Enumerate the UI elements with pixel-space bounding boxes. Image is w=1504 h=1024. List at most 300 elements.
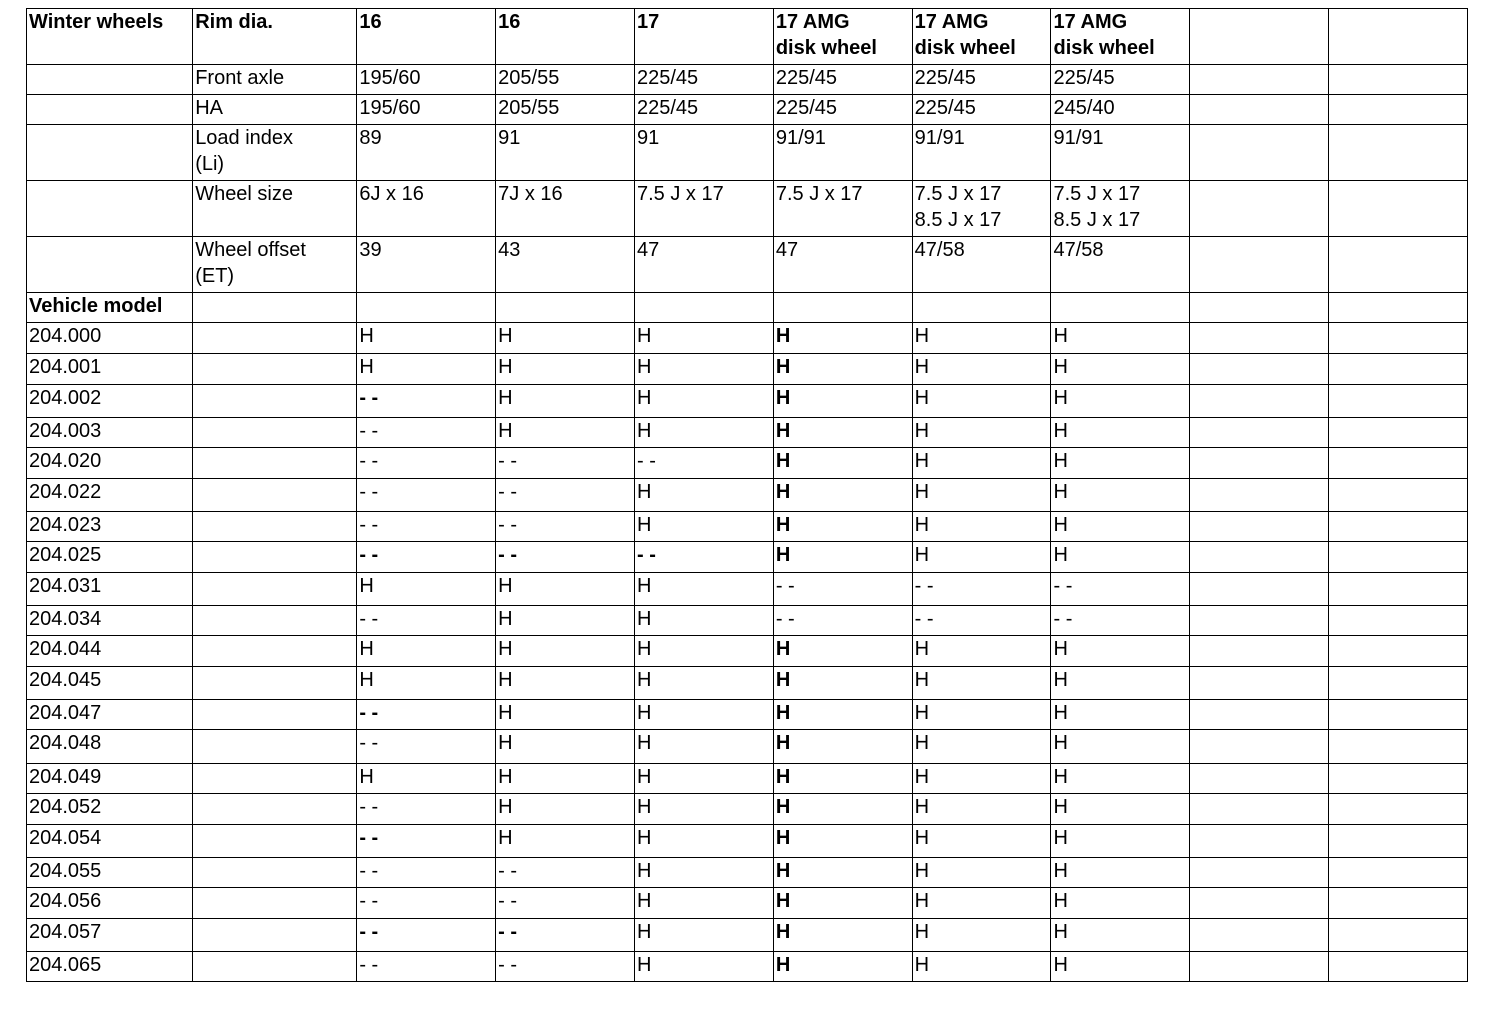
table-row bbox=[27, 636, 1468, 667]
spec-label: Load index (Li) bbox=[193, 125, 357, 181]
spec-row bbox=[27, 125, 1468, 181]
empty-cell bbox=[1190, 794, 1329, 825]
availability-cell: H bbox=[635, 952, 774, 982]
empty-cell bbox=[1190, 919, 1329, 952]
availability-cell: H bbox=[496, 606, 635, 636]
spec-value: 47 bbox=[635, 237, 774, 293]
availability-cell: H bbox=[912, 919, 1051, 952]
availability-cell: H bbox=[357, 636, 496, 667]
model-number: 204.044 bbox=[27, 636, 193, 667]
availability-cell: - - bbox=[357, 606, 496, 636]
model-number: 204.052 bbox=[27, 794, 193, 825]
table-row bbox=[27, 919, 1468, 952]
model-number: 204.045 bbox=[27, 667, 193, 700]
availability-cell: - - bbox=[773, 606, 912, 636]
empty-cell bbox=[1190, 125, 1329, 181]
availability-cell: - - bbox=[357, 794, 496, 825]
table-row bbox=[27, 667, 1468, 700]
empty-cell bbox=[1329, 418, 1468, 448]
vehicle-model-label: Vehicle model bbox=[27, 293, 193, 323]
empty-cell bbox=[1329, 794, 1468, 825]
empty-cell bbox=[193, 418, 357, 448]
empty-cell bbox=[1051, 293, 1190, 323]
availability-cell: H bbox=[496, 418, 635, 448]
availability-cell: H bbox=[635, 888, 774, 919]
availability-cell: H bbox=[912, 700, 1051, 730]
empty-cell bbox=[1190, 448, 1329, 479]
spec-value: 43 bbox=[496, 237, 635, 293]
empty-cell bbox=[1190, 542, 1329, 573]
availability-cell: H bbox=[635, 825, 774, 858]
availability-cell: H bbox=[635, 385, 774, 418]
availability-cell: H bbox=[912, 888, 1051, 919]
rim-dia-label: Rim dia. bbox=[193, 9, 357, 65]
availability-cell: H bbox=[496, 794, 635, 825]
vehicle-model-row bbox=[27, 293, 1468, 323]
empty-cell bbox=[193, 542, 357, 573]
spec-label: HA bbox=[193, 95, 357, 125]
empty-cell bbox=[193, 825, 357, 858]
spec-value: 91/91 bbox=[1051, 125, 1190, 181]
availability-cell: - - bbox=[1051, 573, 1190, 606]
availability-cell: H bbox=[635, 730, 774, 764]
empty-cell bbox=[1329, 237, 1468, 293]
rim-header-6: 17 AMG disk wheel bbox=[1051, 9, 1190, 65]
availability-cell: H bbox=[496, 700, 635, 730]
empty-cell bbox=[1329, 919, 1468, 952]
availability-cell: H bbox=[773, 952, 912, 982]
availability-cell: H bbox=[773, 825, 912, 858]
empty-cell bbox=[193, 667, 357, 700]
model-number: 204.048 bbox=[27, 730, 193, 764]
spec-value: 7.5 J x 17 bbox=[773, 181, 912, 237]
empty-cell bbox=[1190, 573, 1329, 606]
availability-cell: H bbox=[773, 636, 912, 667]
table-row bbox=[27, 888, 1468, 919]
spec-value: 89 bbox=[357, 125, 496, 181]
spec-row bbox=[27, 181, 1468, 237]
empty-cell bbox=[1329, 181, 1468, 237]
availability-cell: H bbox=[912, 323, 1051, 354]
empty-cell bbox=[1329, 542, 1468, 573]
availability-cell: H bbox=[912, 636, 1051, 667]
spec-value: 91/91 bbox=[773, 125, 912, 181]
availability-cell: H bbox=[773, 858, 912, 888]
availability-cell: - - bbox=[357, 952, 496, 982]
empty-cell bbox=[1190, 606, 1329, 636]
availability-cell: H bbox=[773, 512, 912, 542]
empty-cell bbox=[1329, 512, 1468, 542]
model-number: 204.003 bbox=[27, 418, 193, 448]
empty-cell bbox=[1329, 825, 1468, 858]
availability-cell: - - bbox=[357, 542, 496, 573]
table-row bbox=[27, 700, 1468, 730]
availability-cell: H bbox=[1051, 888, 1190, 919]
availability-cell: H bbox=[357, 667, 496, 700]
availability-cell: H bbox=[496, 730, 635, 764]
spec-value: 6J x 16 bbox=[357, 181, 496, 237]
availability-cell: H bbox=[1051, 479, 1190, 512]
empty-cell bbox=[773, 293, 912, 323]
availability-cell: - - bbox=[496, 512, 635, 542]
availability-cell: H bbox=[912, 730, 1051, 764]
availability-cell: H bbox=[635, 858, 774, 888]
model-number: 204.055 bbox=[27, 858, 193, 888]
empty-cell bbox=[1329, 730, 1468, 764]
spec-row bbox=[27, 95, 1468, 125]
availability-cell: H bbox=[1051, 700, 1190, 730]
empty-cell bbox=[1190, 952, 1329, 982]
availability-cell: H bbox=[773, 323, 912, 354]
availability-cell: H bbox=[1051, 448, 1190, 479]
empty-cell bbox=[1190, 65, 1329, 95]
model-number: 204.002 bbox=[27, 385, 193, 418]
availability-cell: H bbox=[912, 764, 1051, 794]
availability-cell: H bbox=[912, 418, 1051, 448]
availability-cell: H bbox=[496, 667, 635, 700]
empty-cell bbox=[193, 636, 357, 667]
availability-cell: - - bbox=[357, 825, 496, 858]
availability-cell: - - bbox=[357, 888, 496, 919]
table-row bbox=[27, 573, 1468, 606]
table-row bbox=[27, 385, 1468, 418]
availability-cell: H bbox=[773, 542, 912, 573]
model-number: 204.047 bbox=[27, 700, 193, 730]
availability-cell: H bbox=[635, 606, 774, 636]
empty-cell bbox=[1190, 888, 1329, 919]
availability-cell: H bbox=[496, 636, 635, 667]
empty-cell bbox=[1329, 125, 1468, 181]
empty-cell bbox=[1329, 95, 1468, 125]
empty-cell bbox=[1329, 764, 1468, 794]
availability-cell: - - bbox=[912, 606, 1051, 636]
model-number: 204.020 bbox=[27, 448, 193, 479]
availability-cell: H bbox=[635, 512, 774, 542]
availability-cell: H bbox=[357, 573, 496, 606]
table-row bbox=[27, 794, 1468, 825]
empty-cell bbox=[193, 354, 357, 385]
availability-cell: H bbox=[773, 794, 912, 825]
availability-cell: - - bbox=[357, 512, 496, 542]
spec-value: 7.5 J x 17 8.5 J x 17 bbox=[1051, 181, 1190, 237]
spec-value: 7.5 J x 17 8.5 J x 17 bbox=[912, 181, 1051, 237]
model-number: 204.034 bbox=[27, 606, 193, 636]
availability-cell: H bbox=[1051, 667, 1190, 700]
availability-cell: H bbox=[912, 667, 1051, 700]
availability-cell: H bbox=[773, 764, 912, 794]
empty-cell bbox=[635, 293, 774, 323]
availability-cell: H bbox=[1051, 794, 1190, 825]
availability-cell: H bbox=[773, 700, 912, 730]
spec-value: 7J x 16 bbox=[496, 181, 635, 237]
model-number: 204.022 bbox=[27, 479, 193, 512]
availability-cell: - - bbox=[496, 919, 635, 952]
availability-cell: - - bbox=[357, 479, 496, 512]
spec-value: 195/60 bbox=[357, 65, 496, 95]
spec-row bbox=[27, 237, 1468, 293]
availability-cell: H bbox=[1051, 385, 1190, 418]
model-number: 204.065 bbox=[27, 952, 193, 982]
empty-cell bbox=[193, 919, 357, 952]
availability-cell: H bbox=[912, 479, 1051, 512]
availability-cell: H bbox=[773, 418, 912, 448]
availability-cell: H bbox=[773, 479, 912, 512]
availability-cell: - - bbox=[496, 448, 635, 479]
spec-value: 205/55 bbox=[496, 65, 635, 95]
empty-cell bbox=[1329, 479, 1468, 512]
spec-value: 245/40 bbox=[1051, 95, 1190, 125]
availability-cell: H bbox=[1051, 636, 1190, 667]
spec-value: 225/45 bbox=[773, 95, 912, 125]
empty-cell bbox=[1190, 764, 1329, 794]
empty-cell bbox=[193, 479, 357, 512]
availability-cell: H bbox=[912, 858, 1051, 888]
empty-cell bbox=[193, 573, 357, 606]
model-number: 204.057 bbox=[27, 919, 193, 952]
table-row bbox=[27, 606, 1468, 636]
empty-cell bbox=[1329, 448, 1468, 479]
empty-cell bbox=[1190, 418, 1329, 448]
table-title: Winter wheels bbox=[27, 9, 193, 65]
empty-cell bbox=[1329, 293, 1468, 323]
spec-label: Front axle bbox=[193, 65, 357, 95]
table-row bbox=[27, 542, 1468, 573]
empty-cell bbox=[1190, 825, 1329, 858]
table-row bbox=[27, 512, 1468, 542]
availability-cell: H bbox=[496, 764, 635, 794]
spec-value: 91 bbox=[496, 125, 635, 181]
spec-value: 225/45 bbox=[635, 65, 774, 95]
availability-cell: H bbox=[912, 825, 1051, 858]
model-number: 204.001 bbox=[27, 354, 193, 385]
availability-cell: H bbox=[773, 448, 912, 479]
empty-cell bbox=[193, 512, 357, 542]
availability-cell: H bbox=[357, 323, 496, 354]
availability-cell: - - bbox=[357, 418, 496, 448]
empty-cell bbox=[1329, 65, 1468, 95]
availability-cell: - - bbox=[357, 919, 496, 952]
empty-cell bbox=[1190, 479, 1329, 512]
availability-cell: H bbox=[912, 385, 1051, 418]
empty-cell bbox=[1190, 700, 1329, 730]
empty-cell bbox=[27, 237, 193, 293]
empty-cell bbox=[27, 125, 193, 181]
empty-cell bbox=[193, 794, 357, 825]
model-number: 204.049 bbox=[27, 764, 193, 794]
spec-value: 225/45 bbox=[1051, 65, 1190, 95]
rim-header-1: 16 bbox=[357, 9, 496, 65]
availability-cell: H bbox=[1051, 858, 1190, 888]
empty-cell bbox=[193, 700, 357, 730]
availability-cell: H bbox=[1051, 418, 1190, 448]
availability-cell: - - bbox=[357, 448, 496, 479]
empty-cell bbox=[1190, 667, 1329, 700]
empty-cell bbox=[912, 293, 1051, 323]
availability-cell: - - bbox=[635, 448, 774, 479]
empty-cell bbox=[1329, 952, 1468, 982]
availability-cell: H bbox=[635, 418, 774, 448]
rim-header-5: 17 AMG disk wheel bbox=[912, 9, 1051, 65]
empty-cell bbox=[1190, 181, 1329, 237]
availability-cell: - - bbox=[496, 858, 635, 888]
availability-cell: H bbox=[635, 794, 774, 825]
empty-cell bbox=[357, 293, 496, 323]
empty-cell bbox=[1190, 858, 1329, 888]
availability-cell: - - bbox=[912, 573, 1051, 606]
spec-value: 225/45 bbox=[635, 95, 774, 125]
empty-cell bbox=[193, 606, 357, 636]
table-body bbox=[27, 9, 1468, 982]
availability-cell: - - bbox=[496, 952, 635, 982]
rim-header-2: 16 bbox=[496, 9, 635, 65]
table-row bbox=[27, 825, 1468, 858]
table-row bbox=[27, 479, 1468, 512]
availability-cell: - - bbox=[357, 700, 496, 730]
empty-cell bbox=[27, 95, 193, 125]
spec-row bbox=[27, 65, 1468, 95]
empty-header-cell bbox=[1190, 9, 1329, 65]
winter-wheels-table bbox=[26, 8, 1468, 982]
availability-cell: H bbox=[1051, 952, 1190, 982]
availability-cell: H bbox=[635, 919, 774, 952]
availability-cell: H bbox=[496, 323, 635, 354]
empty-cell bbox=[1329, 858, 1468, 888]
model-number: 204.025 bbox=[27, 542, 193, 573]
empty-cell bbox=[27, 181, 193, 237]
spec-value: 91 bbox=[635, 125, 774, 181]
empty-cell bbox=[1190, 512, 1329, 542]
model-number: 204.023 bbox=[27, 512, 193, 542]
spec-value: 225/45 bbox=[912, 65, 1051, 95]
availability-cell: H bbox=[912, 794, 1051, 825]
availability-cell: H bbox=[496, 385, 635, 418]
availability-cell: H bbox=[773, 354, 912, 385]
empty-cell bbox=[193, 764, 357, 794]
availability-cell: H bbox=[635, 479, 774, 512]
availability-cell: - - bbox=[357, 385, 496, 418]
availability-cell: H bbox=[1051, 764, 1190, 794]
model-number: 204.000 bbox=[27, 323, 193, 354]
empty-cell bbox=[193, 448, 357, 479]
table-row bbox=[27, 764, 1468, 794]
availability-cell: - - bbox=[496, 542, 635, 573]
empty-cell bbox=[193, 888, 357, 919]
model-number: 204.056 bbox=[27, 888, 193, 919]
table-row bbox=[27, 323, 1468, 354]
availability-cell: - - bbox=[635, 542, 774, 573]
empty-header-cell bbox=[1329, 9, 1468, 65]
model-number: 204.031 bbox=[27, 573, 193, 606]
empty-cell bbox=[1329, 636, 1468, 667]
empty-cell bbox=[1329, 606, 1468, 636]
availability-cell: H bbox=[635, 354, 774, 385]
availability-cell: H bbox=[635, 636, 774, 667]
availability-cell: H bbox=[773, 919, 912, 952]
spec-value: 225/45 bbox=[912, 95, 1051, 125]
availability-cell: - - bbox=[496, 479, 635, 512]
empty-cell bbox=[1329, 888, 1468, 919]
availability-cell: H bbox=[773, 667, 912, 700]
model-number: 204.054 bbox=[27, 825, 193, 858]
availability-cell: H bbox=[912, 952, 1051, 982]
availability-cell: H bbox=[496, 354, 635, 385]
table-row bbox=[27, 354, 1468, 385]
spec-value: 205/55 bbox=[496, 95, 635, 125]
availability-cell: H bbox=[496, 825, 635, 858]
table-row bbox=[27, 858, 1468, 888]
availability-cell: - - bbox=[1051, 606, 1190, 636]
availability-cell: H bbox=[773, 730, 912, 764]
availability-cell: - - bbox=[357, 858, 496, 888]
empty-cell bbox=[193, 952, 357, 982]
availability-cell: H bbox=[357, 764, 496, 794]
spec-value: 39 bbox=[357, 237, 496, 293]
empty-cell bbox=[1190, 237, 1329, 293]
availability-cell: H bbox=[1051, 354, 1190, 385]
spec-value: 47 bbox=[773, 237, 912, 293]
empty-cell bbox=[1190, 95, 1329, 125]
empty-cell bbox=[496, 293, 635, 323]
availability-cell: - - bbox=[357, 730, 496, 764]
availability-cell: H bbox=[357, 354, 496, 385]
spec-label: Wheel size bbox=[193, 181, 357, 237]
availability-cell: H bbox=[1051, 542, 1190, 573]
empty-cell bbox=[193, 858, 357, 888]
table-row bbox=[27, 952, 1468, 982]
availability-cell: H bbox=[912, 512, 1051, 542]
availability-cell: H bbox=[1051, 323, 1190, 354]
rim-header-3: 17 bbox=[635, 9, 774, 65]
empty-cell bbox=[27, 65, 193, 95]
empty-cell bbox=[1329, 323, 1468, 354]
availability-cell: H bbox=[635, 573, 774, 606]
availability-cell: H bbox=[635, 667, 774, 700]
spec-value: 47/58 bbox=[912, 237, 1051, 293]
empty-cell bbox=[1329, 573, 1468, 606]
empty-cell bbox=[1190, 323, 1329, 354]
spec-value: 47/58 bbox=[1051, 237, 1190, 293]
availability-cell: H bbox=[635, 323, 774, 354]
table-row bbox=[27, 418, 1468, 448]
empty-cell bbox=[193, 385, 357, 418]
empty-cell bbox=[1190, 354, 1329, 385]
empty-cell bbox=[1329, 354, 1468, 385]
availability-cell: H bbox=[912, 448, 1051, 479]
availability-cell: H bbox=[635, 764, 774, 794]
empty-cell bbox=[193, 730, 357, 764]
spec-value: 7.5 J x 17 bbox=[635, 181, 774, 237]
spec-value: 195/60 bbox=[357, 95, 496, 125]
empty-cell bbox=[1190, 636, 1329, 667]
availability-cell: H bbox=[1051, 512, 1190, 542]
table-row bbox=[27, 448, 1468, 479]
empty-cell bbox=[1190, 730, 1329, 764]
table-row bbox=[27, 730, 1468, 764]
empty-cell bbox=[193, 323, 357, 354]
availability-cell: H bbox=[912, 542, 1051, 573]
availability-cell: H bbox=[773, 888, 912, 919]
empty-cell bbox=[1329, 667, 1468, 700]
empty-cell bbox=[1329, 385, 1468, 418]
availability-cell: H bbox=[1051, 919, 1190, 952]
empty-cell bbox=[1329, 700, 1468, 730]
spec-value: 91/91 bbox=[912, 125, 1051, 181]
availability-cell: - - bbox=[496, 888, 635, 919]
empty-cell bbox=[1190, 293, 1329, 323]
availability-cell: H bbox=[1051, 730, 1190, 764]
spec-label: Wheel offset (ET) bbox=[193, 237, 357, 293]
availability-cell: H bbox=[496, 573, 635, 606]
